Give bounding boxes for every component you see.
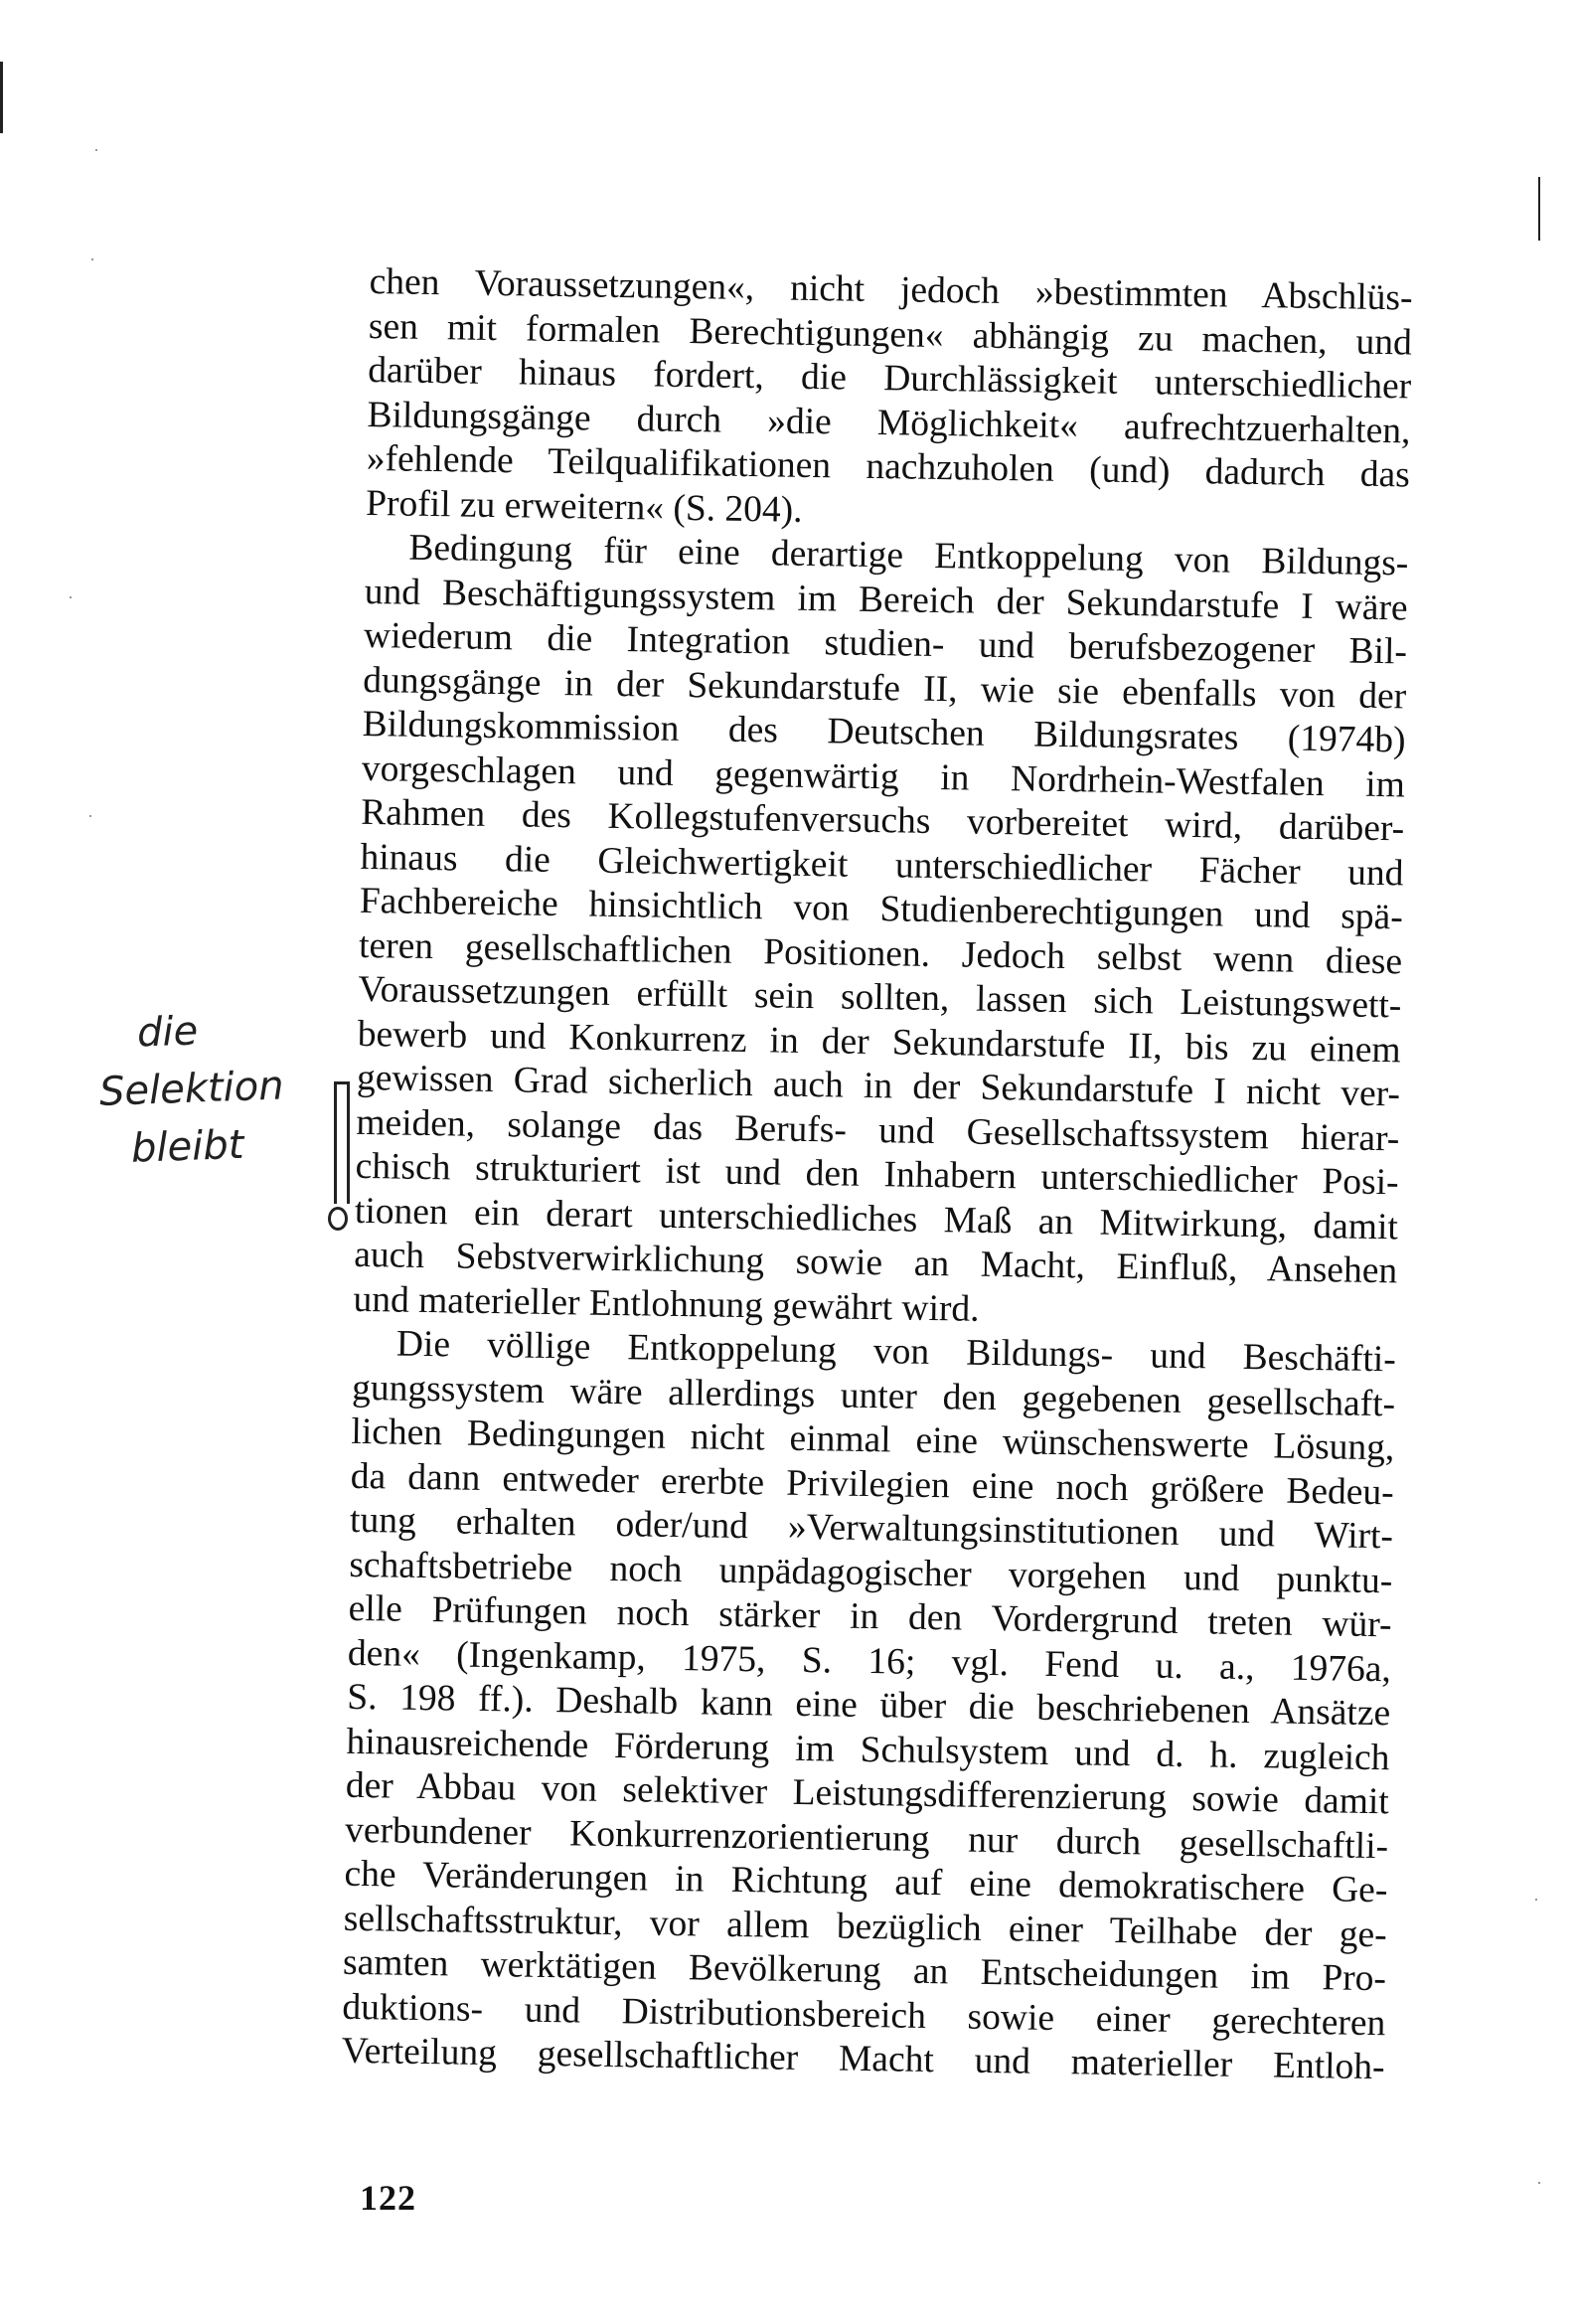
text-line: den« (Ingenkamp, 1975, S. 16; vgl. Fend u. a., 1976a, [347,1632,1392,1690]
text-line: teren gesellschaftlichen Positionen. Jedoch selbst wenn diese [358,924,1403,982]
text-line: und materieller Entlohnung gewährt wird. [353,1278,980,1330]
handwritten-margin-note [96,998,321,1179]
text-line: lichen Bedingungen nicht einmal eine wünschenswerte Lösung, [351,1411,1395,1469]
text-line: Fachbereiche hinsichtlich von Studienberechtigungen und spä- [359,880,1404,938]
text-line: chisch strukturiert ist und den Inhabern unterschiedlicher Posi- [355,1145,1399,1204]
text-line: S. 198 ff.). Deshalb kann eine über die beschriebenen Ansätze [346,1676,1391,1735]
scan-speck [91,258,93,260]
margin-note-line: Selektion [98,1063,285,1115]
text-line: tionen ein derart unterschiedliches Maß an Mitwirkung, damit [354,1190,1399,1247]
text-line: dungsgänge in der Sekundarstufe II, wie sie ebenfalls von der [363,659,1407,717]
scan-edge-mark [0,62,3,133]
text-line: da dann entweder ererbte Privilegien eine noch größere Bedeu- [350,1455,1394,1513]
scan-edge-mark [1538,177,1540,241]
text-line: Die völlige Entkoppelung von Bildungs- und Beschäfti- [395,1323,1397,1381]
text-line: Verteilung gesellschaftlicher Macht und materieller Entloh- [341,2030,1385,2088]
page-number: 122 [360,2178,416,2218]
scan-speck [89,815,91,817]
scan-speck [1538,2182,1540,2184]
scan-speck [95,149,97,151]
text-line: hinausreichende Förderung im Schulsystem und d. h. zugleich [346,1721,1390,1778]
margin-note-line: die [136,1008,199,1057]
text-line: duktions- und Distributionsbereich sowie einer gerechteren [342,1986,1386,2044]
margin-note-line: bleibt [130,1121,245,1172]
text-line: »fehlende Teilqualifikationen nachzuholen (und) dadurch das [366,437,1411,496]
body-text [341,260,1413,2090]
paragraph-1 [366,260,1413,542]
text-line: che Veränderungen in Richtung auf eine demokratischere Ge- [344,1853,1388,1911]
scan-speck [1535,1899,1537,1901]
text-line: Bedingung für eine derartige Entkoppelung von Bildungs- [408,527,1409,584]
text-line: auch Sebstverwirklichung sowie an Macht, Einfluß, Ansehen [353,1234,1398,1292]
text-line: meiden, solange das Berufs- und Gesellschaftssystem hierar- [356,1101,1400,1159]
text-line: gewissen Grad sicherlich auch in der Sekundarstufe I nicht ver- [356,1057,1401,1115]
text-line: Rahmen des Kollegstufenversuchs vorbereitet wird, darüber- [360,791,1405,850]
text-line: hinaus die Gleichwertigkeit unterschiedlicher Fächer und [360,836,1404,894]
text-line: sen mit formalen Berechtigungen« abhängig zu machen, und [368,305,1413,363]
scan-speck [70,596,72,598]
text-line: elle Prüfungen noch stärker in den Vordergrund treten wür- [348,1587,1392,1646]
text-line: Voraussetzungen erfüllt sein sollten, lassen sich Leistungswett- [358,968,1402,1027]
text-line: gungssystem wäre allerdings unter den gegebenen gesellschaft- [351,1367,1396,1424]
text-line: bewerb und Konkurrenz in der Sekundarstufe II, bis zu einem [357,1013,1401,1071]
text-line: samten werktätigen Bevölkerung an Entscheidungen im Pro- [342,1941,1387,2000]
paragraph-2 [353,526,1408,1338]
text-line: wiederum die Integration studien- und berufsbezogener Bil- [363,614,1408,673]
text-line: und Beschäftigungssystem im Bereich der Sekundarstufe I wäre [364,571,1408,628]
text-line: tung erhalten oder/und »Verwaltungsinstitutionen und Wirt- [349,1499,1394,1558]
text-line: vorgeschlagen und gegenwärtig in Nordrhein-Westfalen im [361,747,1406,805]
text-line: verbundener Konkurrenzorientierung nur durch gesellschaftli- [344,1809,1389,1867]
text-line: der Abbau von selektiver Leistungsdifferenzierung sowie damit [345,1764,1390,1823]
text-line: Bildungsgänge durch »die Möglichkeit« aufrechtzuerhalten, [367,394,1411,451]
text-line: sellschaftsstruktur, vor allem bezüglich einer Teilhabe der ge- [343,1898,1387,1955]
margin-circle-mark [328,1207,348,1231]
text-line: chen Voraussetzungen«, nicht jedoch »bestimmten Abschlüs- [369,260,1413,319]
text-line: Bildungskommission des Deutschen Bildungsrates (1974b) [362,703,1406,761]
text-line: darüber hinaus fordert, die Durchlässigkeit unterschiedlicher [367,349,1412,408]
margin-bracket-mark [334,1081,350,1204]
paragraph-3 [341,1322,1396,2090]
text-line: schaftsbetriebe noch unpädagogischer vorgehen und punktu- [349,1544,1393,1601]
text-line: Profil zu erweitern« (S. 204). [365,482,803,531]
